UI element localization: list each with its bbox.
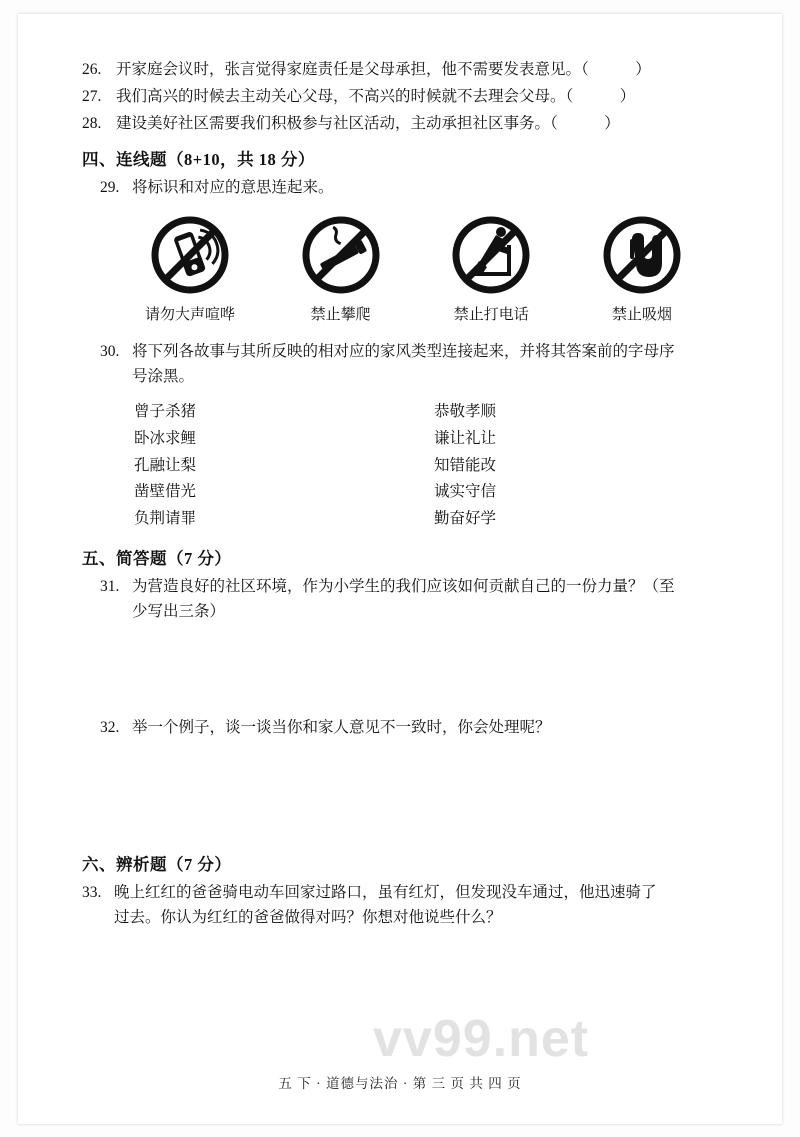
sign-row (130, 215, 702, 324)
answer-space[interactable] (82, 745, 742, 841)
question-text (114, 881, 742, 931)
list-item[interactable]: 勤奋好学 (434, 510, 497, 528)
sign-item (582, 215, 702, 324)
question-line-1: 将下列各故事与其所反映的相对应的家风类型连接起来，并将其答案前的字母序 (132, 342, 675, 360)
question-32 (100, 716, 742, 741)
question-number: 30. (100, 342, 120, 360)
question-number: 31. (100, 577, 120, 595)
question-31 (100, 575, 742, 625)
page-content (82, 58, 742, 935)
sign-item (130, 215, 250, 324)
question-number: 26. (82, 61, 102, 78)
question-text (116, 58, 742, 82)
matching-lists (82, 399, 742, 532)
list-item[interactable]: 谦让礼让 (434, 430, 497, 448)
matching-left-column (134, 399, 434, 532)
no-loud-noise-icon (150, 215, 230, 295)
watermark: vv99.net (373, 1010, 590, 1068)
question-body: 我们高兴的时候去主动关心父母，不高兴的时候就不去理会父母。（ (116, 88, 574, 106)
list-item[interactable]: 孔融让梨 (134, 456, 197, 474)
question-number: 33. (82, 884, 102, 902)
sign-caption: 禁止攀爬 (310, 306, 371, 323)
question-item (82, 112, 742, 136)
list-item[interactable]: 曾子杀猪 (134, 403, 197, 421)
question-number: 32. (100, 719, 120, 737)
question-line-2: 少写出三条） (132, 602, 226, 620)
question-text: 将标识和对应的意思连起来。 (132, 179, 334, 197)
section-heading-five: 五、简答题（7 分） (82, 548, 232, 568)
list-item[interactable]: 恭敬孝顺 (434, 403, 497, 421)
sign-caption: 请勿大声喧哗 (144, 306, 235, 323)
list-item[interactable]: 凿壁借光 (134, 483, 197, 501)
sign-caption: 禁止打电话 (453, 306, 529, 323)
sign-caption: 禁止吸烟 (611, 306, 672, 323)
question-body: 建设美好社区需要我们积极参与社区活动，主动承担社区事务。（ (116, 115, 558, 133)
question-number: 28. (82, 115, 102, 133)
sign-item (281, 215, 401, 324)
answer-space[interactable] (82, 628, 742, 716)
question-item (82, 85, 742, 109)
matching-right-column (434, 399, 694, 532)
list-item[interactable]: 诚实守信 (434, 483, 497, 501)
question-body: 开家庭会议时，张言觉得家庭责任是父母承担，他不需要发表意见。（ (116, 61, 589, 78)
question-text (116, 85, 742, 109)
question-30 (100, 340, 742, 390)
question-line-1: 为营造良好的社区环境，作为小学生的我们应该如何贡献自己的一份力量？（至 (132, 577, 675, 595)
no-smoking-icon (301, 215, 381, 295)
question-29 (100, 176, 742, 201)
question-line-2: 过去。你认为红红的爸爸做得对吗？你想对他说些什么？ (114, 908, 502, 926)
page-footer: 五 下 · 道德与法治 · 第 三 页 共 四 页 (278, 1076, 522, 1091)
question-text (116, 112, 742, 136)
sign-item (431, 215, 551, 324)
list-item[interactable]: 卧冰求鲤 (134, 430, 197, 448)
question-number: 27. (82, 88, 102, 106)
question-item (82, 58, 742, 82)
question-text (132, 575, 742, 625)
no-phone-icon (602, 215, 682, 295)
question-text: 举一个例子，谈一谈当你和家人意见不一致时，你会处理呢？ (132, 719, 551, 737)
section-heading-six: 六、辨析题（7 分） (82, 855, 232, 875)
section-heading-four: 四、连线题（8+10，共 18 分） (82, 150, 315, 170)
question-line-2: 号涂黑。 (132, 367, 195, 385)
question-close-paren: ） (604, 115, 620, 133)
question-number: 29. (100, 179, 120, 197)
question-close-paren: ） (619, 88, 636, 106)
question-close-paren: ） (635, 61, 651, 78)
question-line-1: 晚上红红的爸爸骑电动车回家过路口，虽有红灯，但发现没车通过，他迅速骑了 (114, 884, 657, 902)
list-item[interactable]: 知错能改 (434, 456, 497, 474)
paper-sheet (18, 14, 782, 1124)
no-climbing-icon (451, 215, 531, 295)
question-text (132, 340, 742, 390)
question-33 (82, 881, 742, 931)
list-item[interactable]: 负荆请罪 (134, 510, 197, 528)
